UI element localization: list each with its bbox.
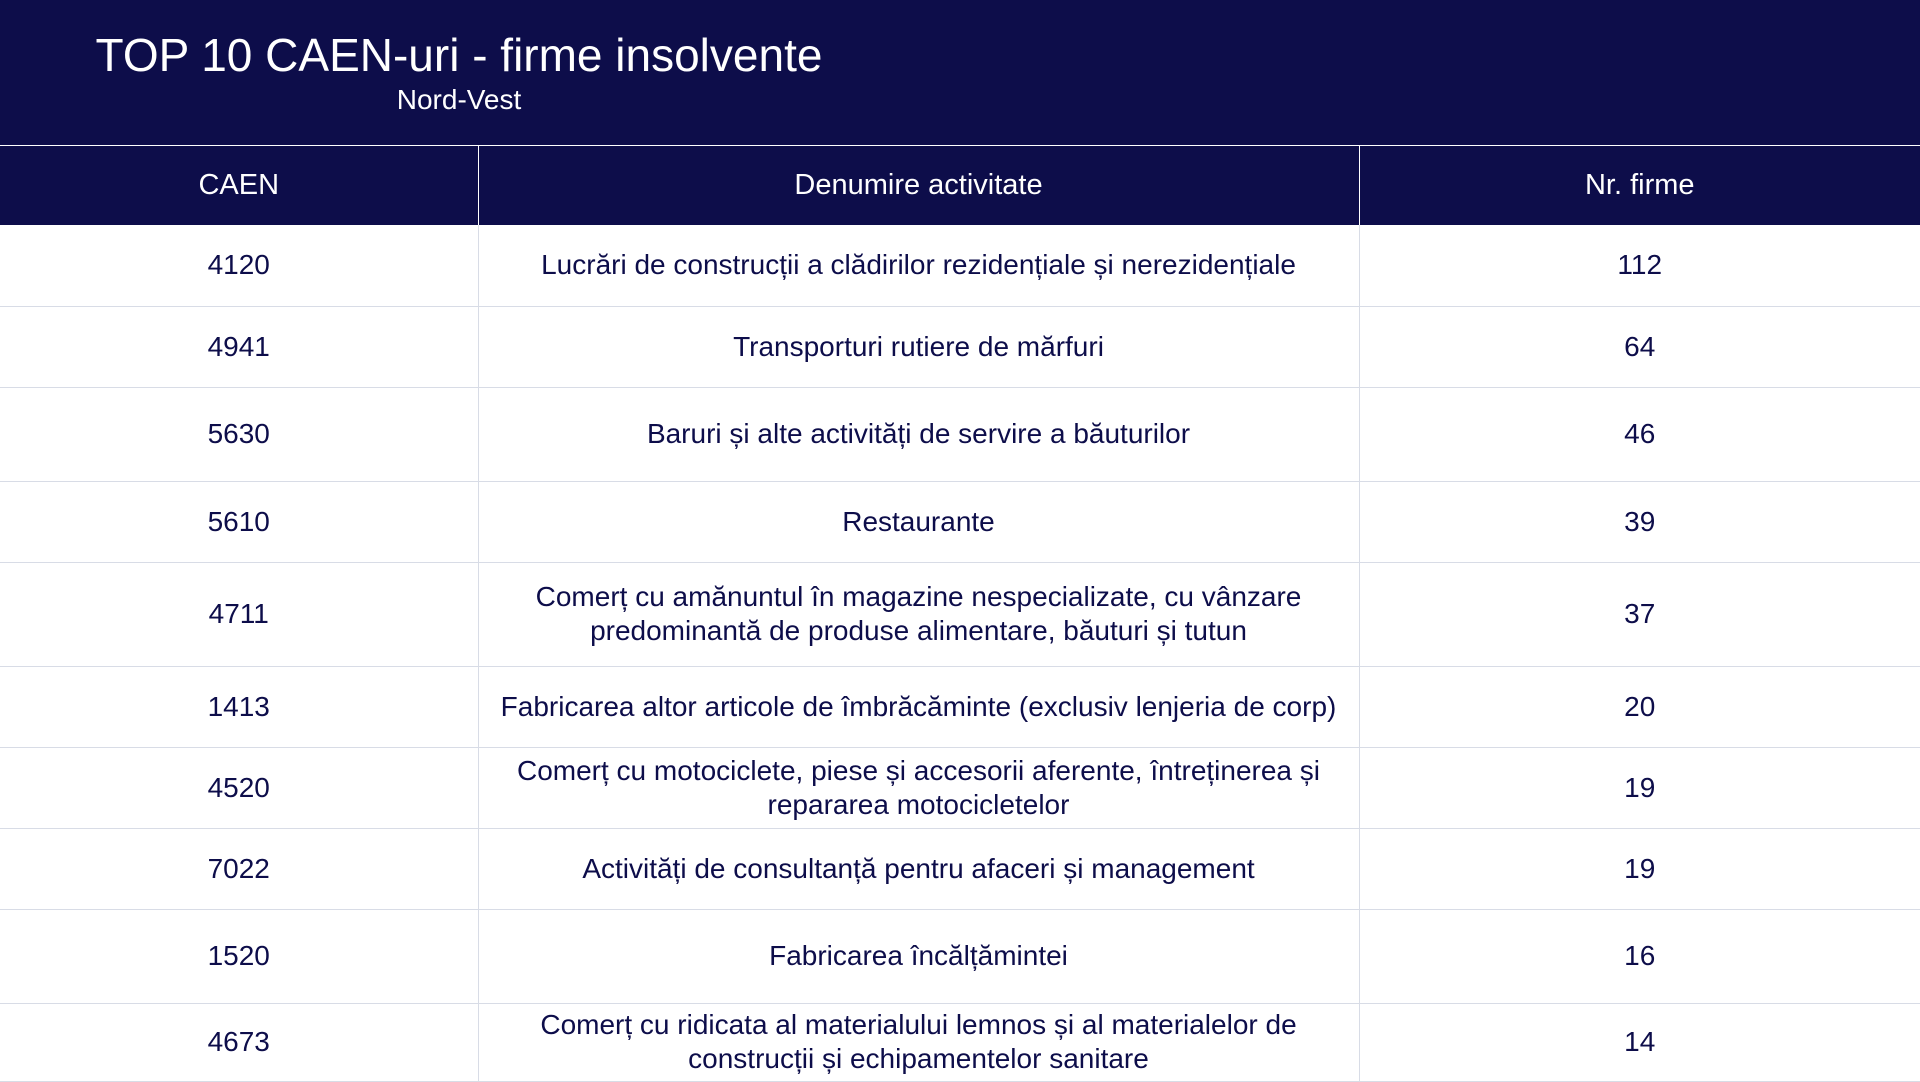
cell-nr-firme: 16: [1359, 909, 1920, 1003]
cell-activitate: Comerț cu ridicata al materialului lemnos și al materialelor de construcții și echipamentelor sanitare: [478, 1003, 1359, 1081]
cell-activitate: Activități de consultanță pentru afaceri și management: [478, 828, 1359, 909]
chart-title: TOP 10 CAEN-uri - firme insolvente: [95, 29, 823, 81]
cell-caen: 4673: [0, 1003, 478, 1081]
cell-activitate: Comerț cu motociclete, piese și accesorii aferente, întreținerea și repararea motocicletelor: [478, 747, 1359, 828]
cell-nr-firme: 14: [1359, 1003, 1920, 1081]
cell-caen: 1520: [0, 909, 478, 1003]
cell-caen: 7022: [0, 828, 478, 909]
cell-caen: 5610: [0, 481, 478, 562]
cell-nr-firme: 19: [1359, 747, 1920, 828]
cell-caen: 4941: [0, 306, 478, 387]
data-table: [0, 145, 1920, 1082]
cell-caen: 4711: [0, 562, 478, 666]
table-row: [0, 828, 1920, 909]
cell-activitate: Transporturi rutiere de mărfuri: [478, 306, 1359, 387]
cell-nr-firme: 20: [1359, 666, 1920, 747]
table-row: [0, 306, 1920, 387]
table-row: [0, 666, 1920, 747]
table-row: [0, 387, 1920, 481]
cell-nr-firme: 64: [1359, 306, 1920, 387]
cell-nr-firme: 46: [1359, 387, 1920, 481]
cell-nr-firme: 37: [1359, 562, 1920, 666]
column-header-caen: CAEN: [0, 146, 478, 226]
table-header-row: [0, 146, 1920, 226]
cell-activitate: Baruri și alte activități de servire a băuturilor: [478, 387, 1359, 481]
cell-activitate: Fabricarea altor articole de îmbrăcăminte (exclusiv lenjeria de corp): [478, 666, 1359, 747]
column-header-activitate: Denumire activitate: [478, 146, 1359, 226]
table-row: [0, 747, 1920, 828]
cell-activitate: Restaurante: [478, 481, 1359, 562]
table-row: [0, 1003, 1920, 1081]
cell-activitate: Fabricarea încălțămintei: [478, 909, 1359, 1003]
table-row: [0, 225, 1920, 306]
cell-nr-firme: 112: [1359, 225, 1920, 306]
column-header-nr-firme: Nr. firme: [1359, 146, 1920, 226]
table-row: [0, 481, 1920, 562]
cell-caen: 4120: [0, 225, 478, 306]
cell-nr-firme: 39: [1359, 481, 1920, 562]
cell-caen: 1413: [0, 666, 478, 747]
chart-subtitle: Nord-Vest: [396, 84, 522, 115]
cell-activitate: Lucrări de construcții a clădirilor rezidențiale și nerezidențiale: [478, 225, 1359, 306]
cell-activitate: Comerț cu amănuntul în magazine nespecializate, cu vânzare predominantă de produse alimentare, băuturi și tutun: [478, 562, 1359, 666]
table-row: [0, 909, 1920, 1003]
chart-header: [0, 0, 1920, 145]
cell-caen: 5630: [0, 387, 478, 481]
cell-caen: 4520: [0, 747, 478, 828]
table-row: [0, 562, 1920, 666]
cell-nr-firme: 19: [1359, 828, 1920, 909]
